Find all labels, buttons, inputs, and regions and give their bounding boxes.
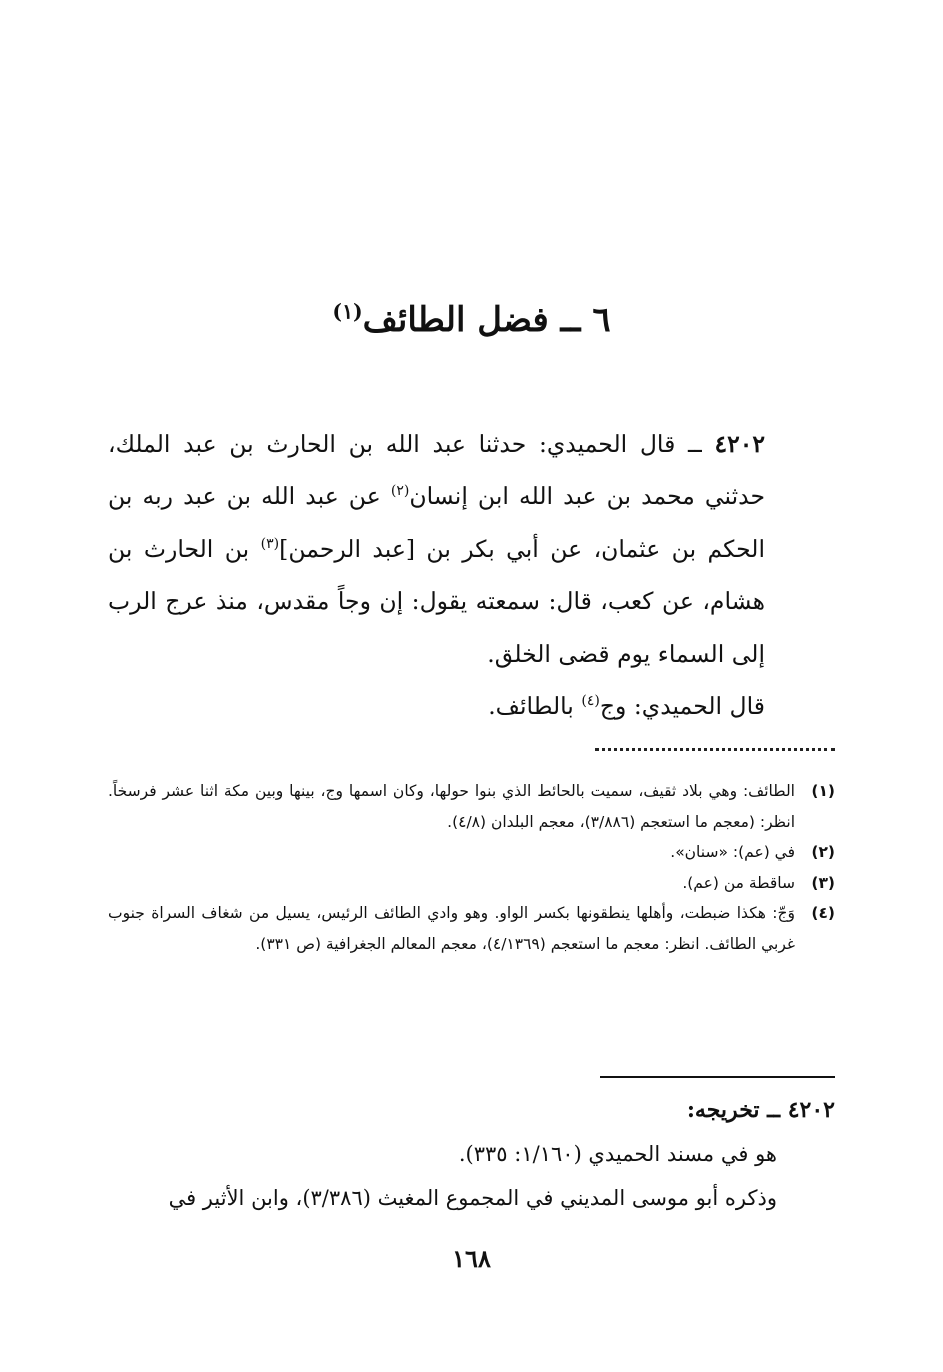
hadith-number: ٤٢٠٢ xyxy=(714,430,765,458)
hadith-paragraph xyxy=(108,418,833,680)
footnote-number: (١) xyxy=(811,782,835,800)
footnote-separator-dots xyxy=(595,748,835,753)
takhrij-heading: ٤٢٠٢ ــ تخريجه: xyxy=(686,1097,835,1123)
hadith-text-part2: عن عبد الله بن عبد ربه بن الحكم بن عثمان، عن أبي بكر بن [عبد الرحمن] xyxy=(108,482,765,563)
footnote-text: ساقطة من (عم). xyxy=(682,873,795,892)
hadith-text xyxy=(108,418,833,732)
footnote-4 xyxy=(108,898,835,959)
footnote-1 xyxy=(108,776,835,837)
footnote-ref-4: (٤) xyxy=(581,693,600,710)
footnote-text: وَجّ: هكذا ضبطت، وأهلها ينطقونها بكسر الواو. وهو وادي الطائف الرئيس، يسيل من شغاف السراة جنوب غربي الطائف. انظر: معجم ما استعجم (٤/١٣٦٩)، معجم المعالم الجغرافية (ص ٣٣١). xyxy=(108,904,795,953)
chapter-footnote-ref: (١) xyxy=(332,299,363,324)
footnote-text: في (عم): «سنان». xyxy=(670,843,795,861)
takhrij-section xyxy=(108,1088,835,1220)
hadith-second-a: قال الحميدي: وج xyxy=(599,692,765,721)
chapter-title-text: ٦ ــ فضل الطائف xyxy=(362,300,611,340)
page-number: ١٦٨ xyxy=(452,1244,491,1273)
footnote-ref-2: (٢) xyxy=(390,483,410,500)
hadith-second-paragraph xyxy=(108,680,833,732)
hadith-second-b: بالطائف. xyxy=(488,692,582,721)
takhrij-line-2: وذكره أبو موسى المديني في المجموع المغيث (٣/٣٨٦)، وابن الأثير في xyxy=(168,1186,777,1210)
footnote-number: (٣) xyxy=(811,873,835,892)
footnotes xyxy=(108,776,835,959)
footnote-number: (٢) xyxy=(811,843,835,861)
hadith-text-part3: بن الحارث بن هشام، عن كعب، قال: سمعته يقول: إن وجاً مقدس، منذ عرج الرب إلى السماء يوم قضى الخلق. xyxy=(108,534,765,668)
footnote-3 xyxy=(108,868,835,899)
footnote-number: (٤) xyxy=(811,904,835,922)
footnote-ref-3: (٣) xyxy=(260,535,280,552)
takhrij-line-1: هو في مسند الحميدي (١/١٦٠: ٣٣٥). xyxy=(458,1142,777,1166)
chapter-title xyxy=(0,290,943,350)
footnote-text: الطائف: وهي بلاد ثقيف، سميت بالحائط الذي بنوا حولها، وكان اسمها وج، بينها وبين مكة اثنا عشر فرسخاً. انظر: (معجم ما استعجم (٣/٨٨٦)، معجم البلدان (٤/٨). xyxy=(108,782,795,831)
footnote-2 xyxy=(108,837,835,868)
hadith-text-part1: ــ قال الحميدي: حدثنا عبد الله بن الحارث بن عبد الملك، حدثني محمد بن عبد الله ابن إنسان xyxy=(108,430,766,511)
takhrij-separator-rule xyxy=(600,1076,835,1078)
